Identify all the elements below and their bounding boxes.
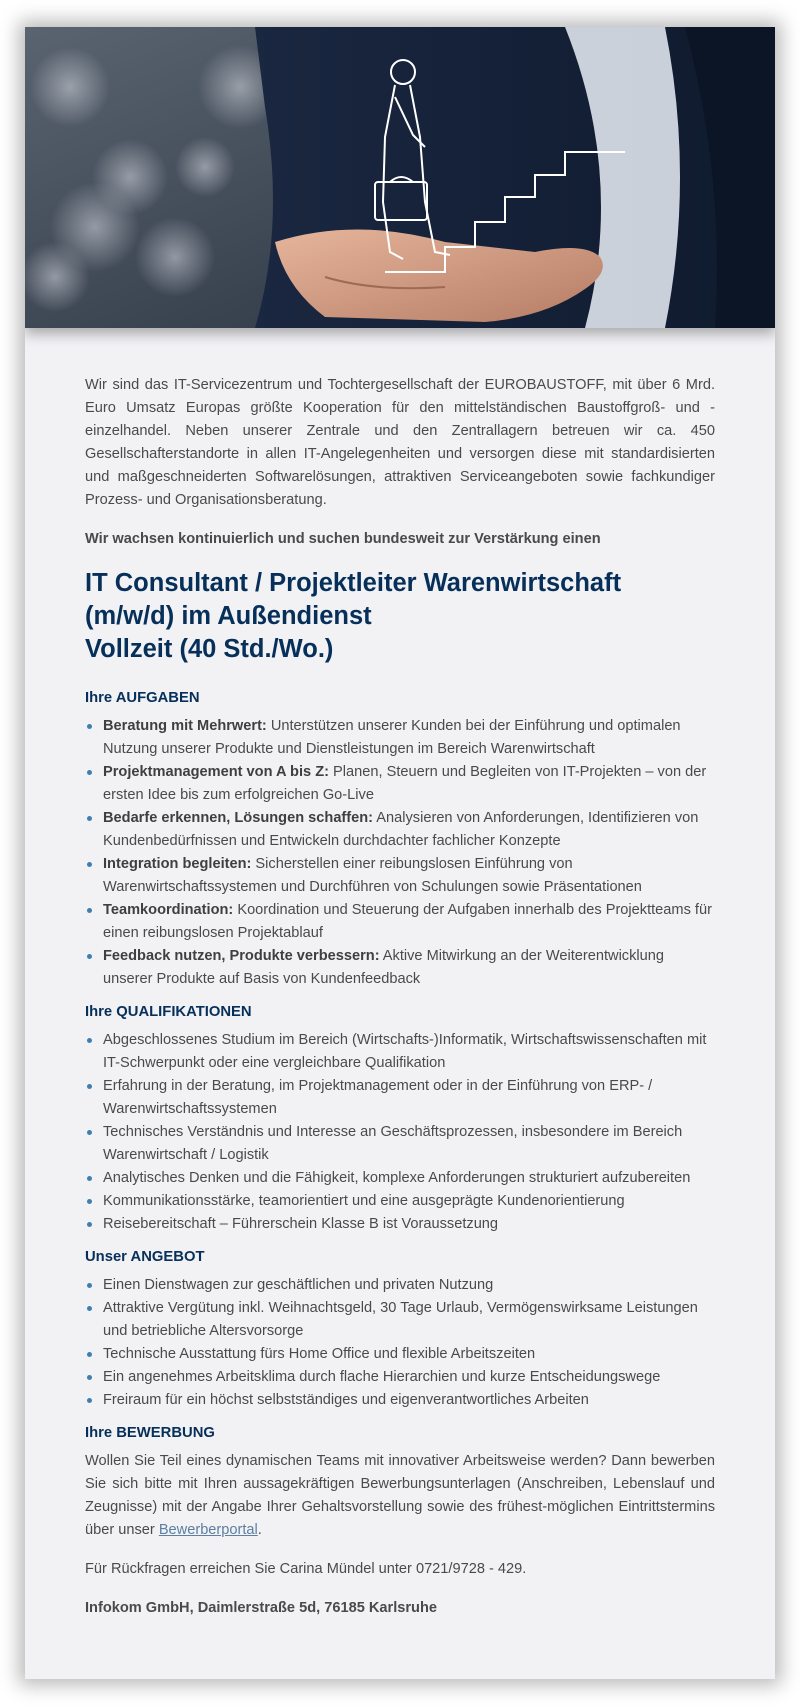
qualifications-heading: Ihre QUALIFIKATIONEN <box>85 1004 252 1020</box>
application-text <box>85 1450 715 1542</box>
list-item <box>85 761 715 807</box>
company-intro: Wir sind das IT-Servicezentrum und Tochtergesellschaft der EUROBAUSTOFF, mit über 6 Mrd. Euro Umsatz Europas größte Kooperation für den mittelständischen Baustoffgroß- und -einzelhandel. Neben unserer Zentrale und den Zentrallagern betreuen wir ca. 450 Gesellschafterstandorte in allen IT-Angelegenheiten und versorgen diese mit standardisierten und maßgeschneiderten Softwarelösungen, attraktiven Serviceangeboten sowie fachkundiger Prozess- und Organisationsberatung. <box>85 377 715 508</box>
company-address: Infokom GmbH, Daimlerstraße 5d, 76185 Karlsruhe <box>85 1600 437 1616</box>
application-body: Wollen Sie Teil eines dynamischen Teams mit innovativer Arbeitsweise werden? Dann bewerben Sie sich bitte mit Ihren aussagekräftigen Bewerbungsunterlagen (Anschreiben, Lebenslauf und Zeugnisse) mit der Angabe Ihrer Gehaltsvorstellung sowie des frühest-möglichen Eintrittstermins über unser <box>85 1453 715 1538</box>
tasks-heading: Ihre AUFGABEN <box>85 690 200 706</box>
list-item: Freiraum für ein höchst selbstständiges und eigenverantwortliches Arbeiten <box>85 1389 715 1412</box>
task-label: Projektmanagement von A bis Z: <box>103 764 329 780</box>
job-ad-card <box>25 27 775 1679</box>
list-item: Abgeschlossenes Studium im Bereich (Wirtschafts-)Informatik, Wirtschaftswissenschaften mit IT-Schwerpunkt oder eine vergleichbare Qualifikation <box>85 1029 715 1075</box>
application-heading: Ihre BEWERBUNG <box>85 1425 215 1441</box>
offer-list <box>85 1274 715 1412</box>
task-label: Teamkoordination: <box>103 902 234 918</box>
task-label: Beratung mit Mehrwert: <box>103 718 267 734</box>
job-title-line-3: Vollzeit (40 Std./Wo.) <box>85 635 334 663</box>
list-item: Technisches Verständnis und Interesse an Geschäftsprozessen, insbesondere im Bereich Warenwirtschaft / Logistik <box>85 1121 715 1167</box>
list-item: Reisebereitschaft – Führerschein Klasse B ist Voraussetzung <box>85 1213 715 1236</box>
list-item <box>85 899 715 945</box>
job-title-line-2: (m/w/d) im Außendienst <box>85 602 372 630</box>
task-text: Sicherstellen einer reibungslosen Einführung von Warenwirtschaftssystemen und Durchführen von Schulungen sowie Präsentationen <box>103 856 642 895</box>
list-item: Kommunikationsstärke, teamorientiert und eine ausgeprägte Kundenorientierung <box>85 1190 715 1213</box>
task-text: Aktive Mitwirkung an der Weiterentwicklung unserer Produkte auf Basis von Kundenfeedback <box>103 948 664 987</box>
task-text: Analysieren von Anforderungen, Identifizieren von Kundenbedürfnissen und Entwickeln durchdachter fachlicher Konzepte <box>103 810 699 849</box>
task-text: Unterstützen unserer Kunden bei der Einführung und optimalen Nutzung unserer Produkte und Dienstleistungen im Bereich Warenwirtschaft <box>103 718 681 757</box>
list-item: Technische Ausstattung fürs Home Office und flexible Arbeitszeiten <box>85 1343 715 1366</box>
list-item <box>85 853 715 899</box>
task-label: Feedback nutzen, Produkte verbessern: <box>103 948 380 964</box>
list-item <box>85 807 715 853</box>
offer-heading: Unser ANGEBOT <box>85 1249 205 1265</box>
task-text: Planen, Steuern und Begleiten von IT-Projekten – von der ersten Idee bis zum erfolgreichen Go-Live <box>103 764 707 803</box>
tasks-list <box>85 715 715 991</box>
job-description <box>85 374 715 1620</box>
hero-image <box>25 27 775 328</box>
task-text: Koordination und Steuerung der Aufgaben innerhalb des Projektteams für einen reibungslosen Projektablauf <box>103 902 712 941</box>
application-end: . <box>257 1522 262 1538</box>
job-title <box>85 567 715 666</box>
list-item: Attraktive Vergütung inkl. Weihnachtsgeld, 30 Tage Urlaub, Vermögenswirksame Leistungen und betriebliche Altersvorsorge <box>85 1297 715 1343</box>
list-item: Einen Dienstwagen zur geschäftlichen und privaten Nutzung <box>85 1274 715 1297</box>
list-item: Erfahrung in der Beratung, im Projektmanagement oder in der Einführung von ERP- / Warenwirtschaftssystemen <box>85 1075 715 1121</box>
applicant-portal-link[interactable]: Bewerberportal <box>158 1522 258 1538</box>
qualifications-list <box>85 1029 715 1236</box>
list-item: Ein angenehmes Arbeitsklima durch flache Hierarchien und kurze Entscheidungswege <box>85 1366 715 1389</box>
hero-illustration <box>25 27 775 328</box>
lead-sentence: Wir wachsen kontinuierlich und suchen bundesweit zur Verstärkung einen <box>85 531 601 547</box>
contact-info: Für Rückfragen erreichen Sie Carina Mündel unter 0721/9728 - 429. <box>85 1561 527 1577</box>
task-label: Integration begleiten: <box>103 856 252 872</box>
list-item <box>85 715 715 761</box>
list-item <box>85 945 715 991</box>
list-item: Analytisches Denken und die Fähigkeit, komplexe Anforderungen strukturiert aufzubereiten <box>85 1167 715 1190</box>
task-label: Bedarfe erkennen, Lösungen schaffen: <box>103 810 374 826</box>
job-title-line-1: IT Consultant / Projektleiter Warenwirtschaft <box>85 569 622 597</box>
